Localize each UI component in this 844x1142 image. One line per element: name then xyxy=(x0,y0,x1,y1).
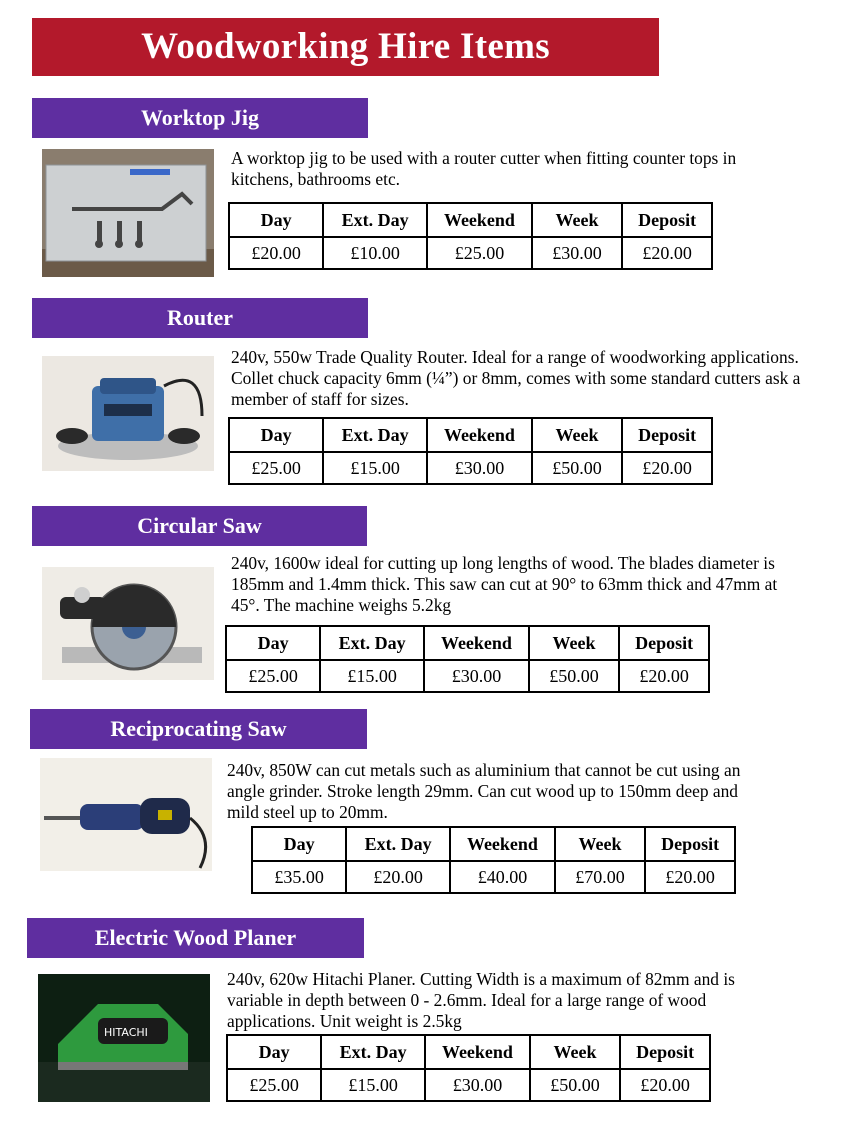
price-table xyxy=(226,1034,711,1102)
col-deposit: Deposit xyxy=(620,1035,710,1069)
item-description: 240v, 1600w ideal for cutting up long lengths of wood. The blades diameter is 185mm and 1.4mm thick. This saw can cut at 90° to 63mm thick and 47mm at 45°. The machine weighs 5.2kg xyxy=(231,553,778,615)
price-day: £25.00 xyxy=(229,452,323,484)
col-weekend: Weekend xyxy=(427,203,532,237)
table-row xyxy=(252,861,735,893)
item-description: 240v, 550w Trade Quality Router. Ideal for a range of woodworking applications. Collet chuck capacity 6mm (¼”) or 8mm, comes with some standard cutters ask a member of staff for sizes. xyxy=(231,347,801,409)
price-deposit: £20.00 xyxy=(622,452,712,484)
table-header-row xyxy=(227,1035,710,1069)
col-weekend: Weekend xyxy=(450,827,555,861)
price-day: £35.00 xyxy=(252,861,346,893)
item-heading: Router xyxy=(32,298,368,338)
svg-text:HITACHI: HITACHI xyxy=(104,1026,148,1039)
price-deposit: £20.00 xyxy=(622,237,712,269)
col-week: Week xyxy=(530,1035,620,1069)
table-header-row xyxy=(252,827,735,861)
col-deposit: Deposit xyxy=(622,418,712,452)
item-heading: Electric Wood Planer xyxy=(27,918,364,958)
price-ext-day: £15.00 xyxy=(323,452,427,484)
price-ext-day: £10.00 xyxy=(323,237,427,269)
price-ext-day: £20.00 xyxy=(346,861,450,893)
col-weekend: Weekend xyxy=(427,418,532,452)
col-week: Week xyxy=(532,203,622,237)
col-day: Day xyxy=(252,827,346,861)
price-table xyxy=(251,826,736,894)
table-header-row xyxy=(229,203,712,237)
table-row xyxy=(229,452,712,484)
price-table xyxy=(228,417,713,485)
col-weekend: Weekend xyxy=(425,1035,530,1069)
price-weekend: £40.00 xyxy=(450,861,555,893)
col-week: Week xyxy=(555,827,645,861)
col-day: Day xyxy=(229,418,323,452)
price-weekend: £25.00 xyxy=(427,237,532,269)
price-weekend: £30.00 xyxy=(425,1069,530,1101)
col-week: Week xyxy=(529,626,619,660)
price-table xyxy=(228,202,713,270)
col-day: Day xyxy=(227,1035,321,1069)
item-description: 240v, 850W can cut metals such as aluminium that cannot be cut using an angle grinder. Stroke length 29mm. Can cut wood up to 150mm deep and mild steel up to 20mm. xyxy=(227,760,741,822)
col-deposit: Deposit xyxy=(645,827,735,861)
col-weekend: Weekend xyxy=(424,626,529,660)
col-deposit: Deposit xyxy=(622,203,712,237)
col-ext-day: Ext. Day xyxy=(321,1035,425,1069)
price-ext-day: £15.00 xyxy=(321,1069,425,1101)
price-deposit: £20.00 xyxy=(620,1069,710,1101)
price-weekend: £30.00 xyxy=(427,452,532,484)
price-week: £70.00 xyxy=(555,861,645,893)
col-ext-day: Ext. Day xyxy=(323,203,427,237)
price-day: £25.00 xyxy=(227,1069,321,1101)
col-day: Day xyxy=(226,626,320,660)
price-deposit: £20.00 xyxy=(619,660,709,692)
table-row xyxy=(226,660,709,692)
col-week: Week xyxy=(532,418,622,452)
price-weekend: £30.00 xyxy=(424,660,529,692)
reciprocating-saw-photo xyxy=(40,758,212,871)
table-row xyxy=(227,1069,710,1101)
col-ext-day: Ext. Day xyxy=(323,418,427,452)
price-deposit: £20.00 xyxy=(645,861,735,893)
router-photo xyxy=(42,356,214,471)
price-day: £25.00 xyxy=(226,660,320,692)
table-row xyxy=(229,237,712,269)
item-heading: Circular Saw xyxy=(32,506,367,546)
table-header-row xyxy=(229,418,712,452)
table-header-row xyxy=(226,626,709,660)
item-description: 240v, 620w Hitachi Planer. Cutting Width is a maximum of 82mm and is variable in depth between 0 - 2.6mm. Ideal for a large range of wood applications. Unit weight is 2.5kg xyxy=(227,969,735,1031)
price-table xyxy=(225,625,710,693)
worktop-jig-photo xyxy=(42,149,214,277)
price-ext-day: £15.00 xyxy=(320,660,424,692)
item-heading: Reciprocating Saw xyxy=(30,709,367,749)
circular-saw-photo xyxy=(42,567,214,680)
price-week: £50.00 xyxy=(529,660,619,692)
price-week: £30.00 xyxy=(532,237,622,269)
page-title: Woodworking Hire Items xyxy=(32,18,659,76)
wood-planer-photo xyxy=(38,974,210,1102)
price-week: £50.00 xyxy=(532,452,622,484)
price-day: £20.00 xyxy=(229,237,323,269)
col-day: Day xyxy=(229,203,323,237)
item-description: A worktop jig to be used with a router cutter when fitting counter tops in kitchens, bathrooms etc. xyxy=(231,148,737,189)
price-week: £50.00 xyxy=(530,1069,620,1101)
item-heading: Worktop Jig xyxy=(32,98,368,138)
col-deposit: Deposit xyxy=(619,626,709,660)
col-ext-day: Ext. Day xyxy=(320,626,424,660)
col-ext-day: Ext. Day xyxy=(346,827,450,861)
